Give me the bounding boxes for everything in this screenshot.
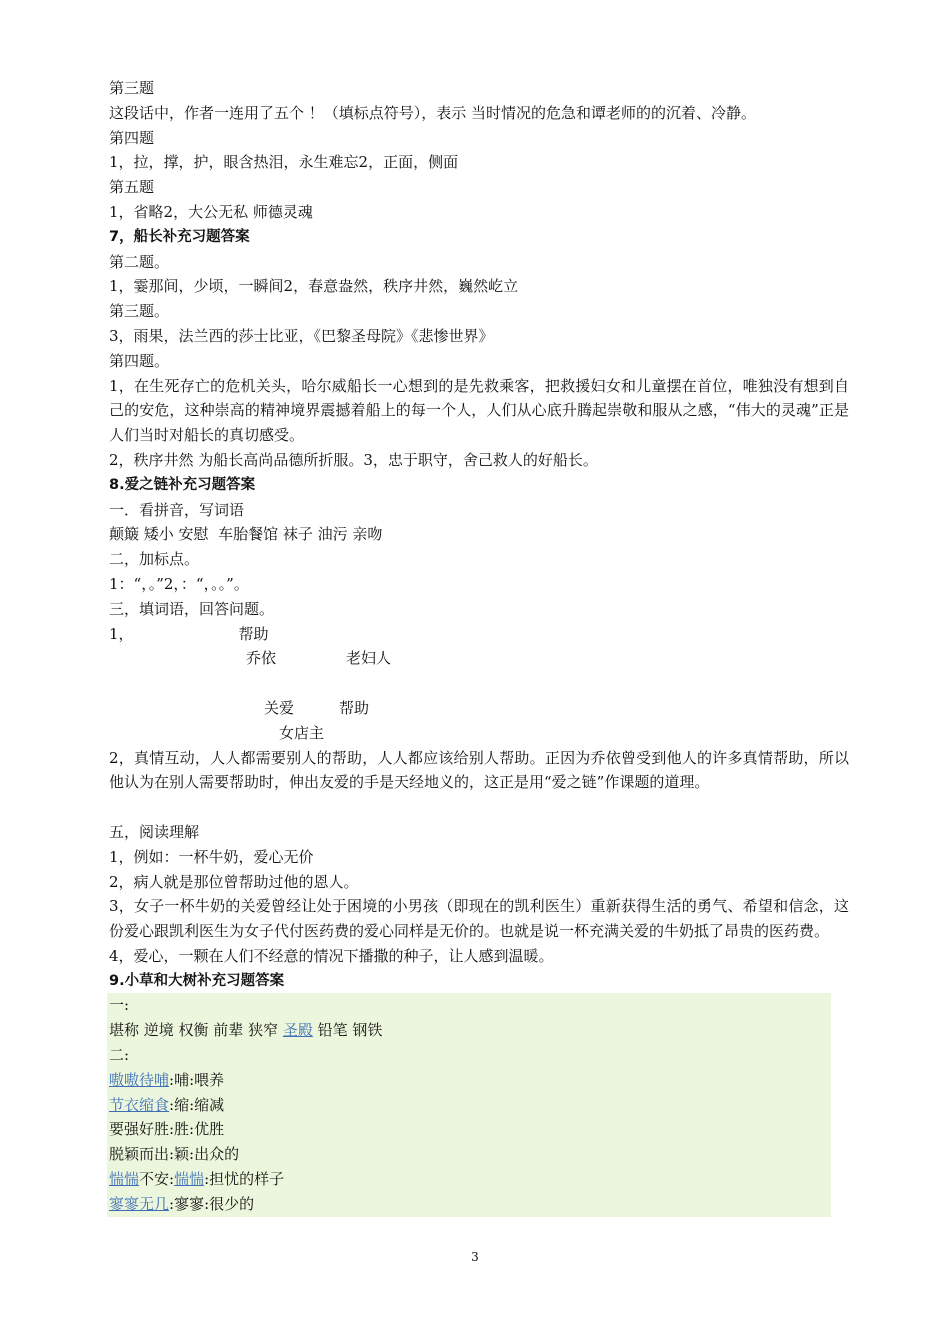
diagram-row bbox=[109, 696, 849, 721]
link-jieyisuoshi[interactable]: 节衣缩食 bbox=[109, 1095, 170, 1114]
text-line: 3，雨果，法兰西的莎士比亚，《巴黎圣母院》《悲惨世界》 bbox=[109, 326, 494, 345]
text-line bbox=[109, 1093, 831, 1118]
text-line: 1，霎那间，少顷，一瞬间2，春意盎然，秩序井然，巍然屹立 bbox=[109, 277, 519, 296]
text-line: 三，填词语，回答问题。 bbox=[109, 599, 275, 618]
text-fragment: 女店主 bbox=[279, 723, 325, 742]
text-line: 4，爱心，一颗在人们不经意的情况下播撒的种子，让人感到温暖。 bbox=[109, 946, 554, 965]
text-fragment: 帮助 bbox=[238, 624, 269, 643]
text-line: 1，拉，撑，护，眼含热泪，永生难忘2，正面，侧面 bbox=[109, 153, 459, 172]
text-fragment: 乔依 bbox=[246, 649, 277, 668]
text-line: 第二题。 bbox=[109, 252, 170, 271]
link-zhuizhui-2[interactable]: 惴惴 bbox=[174, 1170, 205, 1189]
section-heading: 9.小草和大树补充习题答案 bbox=[109, 972, 285, 989]
text-line bbox=[109, 1167, 831, 1192]
text-line: 这段话中，作者一连用了五个 ！（填标点符号），表示 当时情况的危急和谭老师的的沉着、冷静。 bbox=[109, 103, 757, 122]
diagram-row bbox=[109, 646, 849, 671]
text-fragment: 堪称 逆境 权衡 前辈 狭窄 bbox=[109, 1021, 279, 1040]
section-heading: 7，船长补充习题答案 bbox=[109, 228, 250, 245]
text-line: 一: bbox=[109, 996, 130, 1015]
diagram-row bbox=[109, 721, 849, 746]
paragraph: 1，在生死存亡的危机关头，哈尔威船长一心想到的是先救乘客，把救援妇女和儿童摆在首位，唯独没有想到自己的安危，这种崇高的精神境界震撼着船上的每一个人，人们从心底升腾起崇敬和服从之感，“伟大的灵魂”正是人们当时对船长的真切感受。 bbox=[109, 376, 849, 445]
text-line: 一．看拼音，写词语 bbox=[109, 500, 245, 519]
text-line: 第四题。 bbox=[109, 351, 170, 370]
text-line: 第四题 bbox=[109, 128, 155, 147]
text-line: 二，加标点。 bbox=[109, 550, 200, 569]
link-zhuizhui[interactable]: 惴惴 bbox=[109, 1170, 140, 1189]
paragraph: 3，女子一杯牛奶的关爱曾经让处于困境的小男孩（即现在的凯利医生）重新获得生活的勇气、希望和信念，这份爱心跟凯利医生为女子代付医药费的爱心同样是无价的。也就是说一杯充满关爱的牛奶抵了昂贵的医药费。 bbox=[109, 897, 849, 941]
text-line: 第三题。 bbox=[109, 302, 170, 321]
text-line: 2，病人就是那位曾帮助过他的恩人。 bbox=[109, 872, 359, 891]
link-aoaodaibu[interactable]: 嗷嗷待哺 bbox=[109, 1070, 170, 1089]
text-fragment: 帮助 bbox=[339, 698, 370, 717]
text-fragment: :缩:缩减 bbox=[169, 1095, 225, 1114]
link-shengdian[interactable]: 圣殿 bbox=[282, 1021, 313, 1040]
text-line bbox=[109, 1018, 831, 1043]
text-fragment: 老妇人 bbox=[346, 649, 392, 668]
text-line: 颠簸 矮小 安慰 车胎餐馆 袜子 油污 亲吻 bbox=[109, 525, 383, 544]
text-fragment: :哺:喂养 bbox=[169, 1070, 225, 1089]
page-number: 3 bbox=[471, 1250, 479, 1264]
text-fragment: :寥寥:很少的 bbox=[169, 1194, 255, 1213]
text-line: 1：“，。”2，：“，。。”。 bbox=[109, 574, 249, 593]
diagram-row bbox=[109, 622, 849, 647]
text-line: 二: bbox=[109, 1046, 130, 1065]
text-fragment: 不安: bbox=[139, 1170, 175, 1189]
text-line: 第三题 bbox=[109, 79, 155, 97]
text-line: 脱颖而出:颖:出众的 bbox=[109, 1145, 240, 1164]
text-line: 2，秩序井然 为船长高尚品德所折服。3，忠于职守，舍己救人的好船长。 bbox=[109, 450, 598, 469]
text-line: 五，阅读理解 bbox=[109, 822, 200, 841]
link-liaoliaowuji[interactable]: 寥寥无几 bbox=[109, 1194, 170, 1213]
text-line: 要强好胜:胜:优胜 bbox=[109, 1120, 225, 1139]
text-line: 1，例如：一杯牛奶，爱心无价 bbox=[109, 847, 314, 866]
text-line: 第五题 bbox=[109, 178, 155, 197]
text-line bbox=[109, 1192, 831, 1217]
text-fragment: 1， bbox=[109, 624, 134, 643]
highlighted-block bbox=[107, 993, 831, 1216]
text-line bbox=[109, 1068, 831, 1093]
section-heading: 8.爱之链补充习题答案 bbox=[109, 476, 256, 493]
text-fragment: 关爱 bbox=[264, 698, 295, 717]
paragraph: 2，真情互动，人人都需要别人的帮助，人人都应该给别人帮助。正因为乔依曾受到他人的许多真情帮助，所以他认为在别人需要帮助时，伸出友爱的手是天经地义的，这正是用“爱之链”作课题的道理。 bbox=[109, 748, 849, 792]
text-line: 1，省略2，大公无私 师德灵魂 bbox=[109, 202, 313, 221]
document-page bbox=[109, 76, 849, 1217]
text-fragment: :担忧的样子 bbox=[204, 1170, 285, 1189]
text-fragment: 铅笔 钢铁 bbox=[317, 1021, 383, 1040]
